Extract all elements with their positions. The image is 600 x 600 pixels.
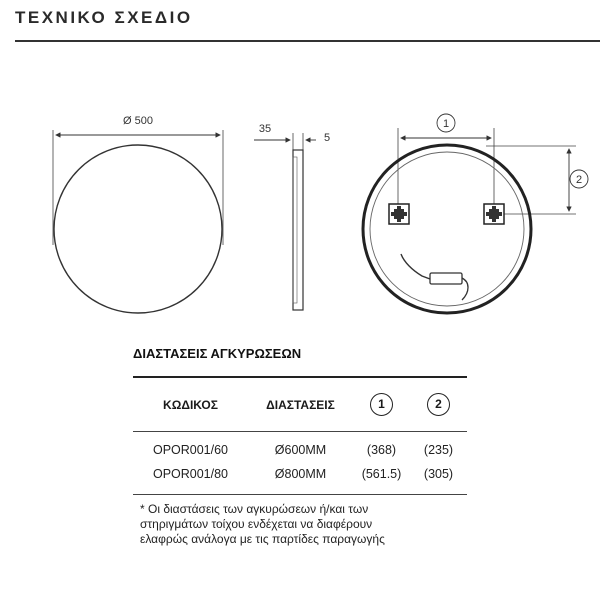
table-header-row	[133, 378, 467, 431]
page-title: ΤΕΧΝΙΚΟ ΣΧΕΔΙΟ	[15, 8, 193, 27]
mounting-bracket-right	[484, 204, 504, 224]
footnote-line: * Οι διαστάσεις των αγκυρώσεων ή/και των	[140, 502, 369, 516]
mirror-back-outer-ring	[363, 145, 531, 313]
table-title: ΔΙΑΣΤΑΣΕΙΣ ΑΓΚΥΡΩΣΕΩΝ	[133, 346, 302, 361]
power-cable	[401, 254, 430, 279]
row-code: OPOR001/60	[152, 443, 229, 457]
mirror-side-profile	[293, 150, 303, 310]
mirror-front-circle	[54, 145, 222, 313]
header-dimensions: ΔΙΑΣΤΑΣΕΙΣ	[266, 397, 335, 412]
row-value-2: (305)	[423, 467, 454, 481]
row-value-1: (561.5)	[361, 467, 402, 481]
back-view	[363, 114, 588, 313]
mounting-bracket-left	[389, 204, 409, 224]
table-row	[133, 438, 467, 462]
footnote-line: ελαφρώς ανάλογα με τις παρτίδες παραγωγής	[140, 532, 385, 546]
header-col-2: 2	[427, 393, 450, 416]
side-depth-label: 35	[258, 123, 272, 135]
header-col-1: 1	[370, 393, 393, 416]
footnote	[140, 502, 480, 547]
back-marker-1: 1	[442, 118, 450, 130]
driver-output-cable	[462, 278, 468, 300]
side-view	[254, 123, 330, 310]
header-code: ΚΩΔΙΚΟΣ	[163, 397, 218, 412]
side-thickness-label: 5	[323, 132, 331, 144]
front-view	[53, 115, 223, 313]
footnote-line: στηριγμάτων τοίχου ενδέχεται να διαφέρουν	[140, 517, 373, 531]
row-code: OPOR001/80	[152, 467, 229, 481]
table-bottom-rule	[133, 494, 467, 495]
anchor-dimensions-table	[133, 376, 467, 495]
front-diameter-label: Ø 500	[123, 115, 153, 127]
row-dimensions: Ø800MM	[274, 467, 327, 481]
row-value-2: (235)	[423, 443, 454, 457]
row-dimensions: Ø600MM	[274, 443, 327, 457]
table-row	[133, 462, 467, 486]
led-driver-box	[430, 273, 462, 284]
back-marker-2: 2	[575, 174, 583, 186]
row-value-1: (368)	[366, 443, 397, 457]
